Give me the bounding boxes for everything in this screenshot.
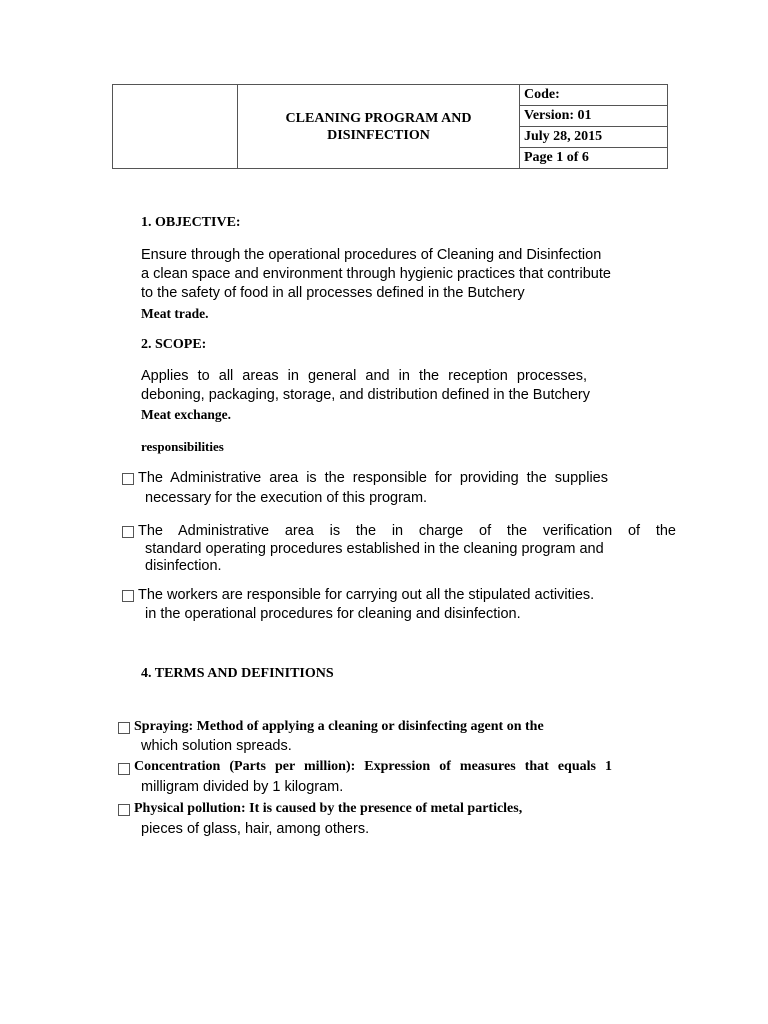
logo-cell	[113, 85, 238, 169]
responsibilities-heading: responsibilities	[141, 439, 224, 454]
document-header-table	[112, 84, 668, 169]
checkbox-bullet-icon	[118, 763, 130, 775]
objective-line-1: Ensure through the operational procedures of Cleaning and Disinfection	[141, 247, 602, 263]
term-3-line-2: pieces of glass, hair, among others.	[141, 821, 370, 837]
responsibility-item	[122, 471, 138, 489]
scope-line-1: Applies to all areas in general and in the reception processes,	[141, 368, 587, 384]
page-number-cell: Page 1 of 6	[520, 148, 668, 169]
term-item	[118, 761, 134, 779]
objective-line-3: to the safety of food in all processes defined in the Butchery	[141, 285, 525, 301]
terms-heading: 4. TERMS AND DEFINITIONS	[141, 666, 334, 681]
term-item	[118, 802, 134, 820]
term-item	[118, 720, 134, 738]
checkbox-bullet-icon	[122, 590, 134, 602]
responsibility-item-2-line-3: disinfection.	[145, 558, 222, 574]
responsibility-item-2-line-1: The Administrative area is the in charge of the verification of the	[138, 523, 676, 539]
code-cell: Code:	[520, 85, 668, 106]
checkbox-bullet-icon	[118, 804, 130, 816]
scope-heading: 2. SCOPE:	[141, 337, 207, 352]
responsibility-item-3-line-2: in the operational procedures for cleaning and disinfection.	[145, 606, 521, 622]
objective-heading: 1. OBJECTIVE:	[141, 215, 241, 230]
term-1-line-1: Spraying: Method of applying a cleaning or disinfecting agent on the	[134, 719, 544, 734]
checkbox-bullet-icon	[122, 473, 134, 485]
objective-line-2: a clean space and environment through hygienic practices that contribute	[141, 266, 611, 282]
date-cell: July 28, 2015	[520, 127, 668, 148]
objective-line-4: Meat trade.	[141, 306, 209, 321]
checkbox-bullet-icon	[118, 722, 130, 734]
responsibility-item-2-line-2: standard operating procedures established in the cleaning program and	[145, 541, 604, 557]
document-title	[238, 85, 520, 169]
term-2-line-1: Concentration (Parts per million): Expression of measures that equals 1	[134, 759, 612, 774]
scope-line-3: Meat exchange.	[141, 407, 231, 422]
responsibility-item	[122, 524, 138, 542]
responsibility-item-3-line-1: The workers are responsible for carrying out all the stipulated activities.	[138, 587, 595, 603]
checkbox-bullet-icon	[122, 526, 134, 538]
term-2-line-2: milligram divided by 1 kilogram.	[141, 779, 344, 795]
responsibility-item	[122, 588, 138, 606]
title-line-2: DISINFECTION	[327, 127, 430, 143]
responsibility-item-1-line-1: The Administrative area is the responsible for providing the supplies	[138, 470, 608, 486]
version-cell: Version: 01	[520, 106, 668, 127]
title-line-1: CLEANING PROGRAM AND	[285, 110, 472, 126]
term-3-line-1: Physical pollution: It is caused by the presence of metal particles,	[134, 801, 523, 816]
scope-line-2: deboning, packaging, storage, and distribution defined in the Butchery	[141, 387, 591, 403]
term-1-line-2: which solution spreads.	[141, 738, 292, 754]
responsibility-item-1-line-2: necessary for the execution of this program.	[145, 490, 428, 506]
